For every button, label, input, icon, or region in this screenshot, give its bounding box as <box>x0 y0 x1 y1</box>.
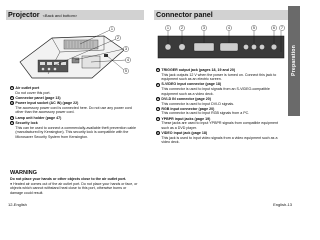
list-item <box>156 107 286 116</box>
projector-back-drawing <box>8 22 140 84</box>
item-number: 2 <box>157 81 159 86</box>
item-number: 2 <box>11 95 13 100</box>
callout-5 <box>123 68 128 73</box>
connector-panel-drawing <box>154 22 288 62</box>
item-number: 4 <box>11 115 13 120</box>
item-number: 3 <box>11 100 13 105</box>
item-description: This can be used to connect a commercially-available theft prevention cable (manufactured by Kensington). This security lock is compatible with the Microsaver Security System from Kensington. <box>15 125 137 139</box>
connector-panel-illustration <box>154 22 288 62</box>
list-item <box>156 97 286 106</box>
list-item <box>10 96 140 101</box>
svg-text:7: 7 <box>281 26 283 31</box>
warning-line: ● Heated air comes out of the air outlet port. Do not place your hands or face, or objects which cannot withstand heat close to this port, otherwise burns or damage could result. <box>10 181 138 195</box>
svg-text:5: 5 <box>253 26 255 31</box>
item-number: 6 <box>157 130 159 135</box>
left-page <box>0 0 150 212</box>
page-number: English-13 <box>273 202 292 207</box>
section-subtitle: <Back and bottom> <box>42 13 78 18</box>
item-title: RGB input connector (page 20) <box>161 106 215 111</box>
chapter-tab <box>288 6 300 116</box>
projector-parts-list <box>10 86 140 140</box>
list-item <box>10 101 140 115</box>
item-number: 5 <box>11 120 13 125</box>
list-item <box>156 68 286 82</box>
item-title: S-VIDEO input connector (page 18) <box>161 82 222 87</box>
item-title: YPBPR input jacks (page 19) <box>161 116 211 121</box>
callout-1 <box>109 26 114 31</box>
connector-list <box>156 68 286 146</box>
warning-block <box>10 170 138 195</box>
item-number: 4 <box>157 106 159 111</box>
svg-text:1: 1 <box>167 26 169 31</box>
item-title: Power input socket (AC IN) (page 22) <box>15 101 79 106</box>
callout-5 <box>251 25 256 30</box>
item-title: VIDEO input jack (page 18) <box>161 131 208 136</box>
item-description: These jacks are used to input YPBPR signals from compatible equipment such as a DVD player. <box>161 121 278 130</box>
callout-6 <box>271 25 276 30</box>
item-description: The accessory power cord is connected here. Do not use any power cord other than the accessory power cord. <box>15 105 132 115</box>
section-title-text: Projector <box>8 10 40 19</box>
callout-3 <box>123 46 128 51</box>
svg-text:1: 1 <box>111 27 113 32</box>
callout-4 <box>125 57 130 62</box>
item-title: Connector panel (page 13) <box>15 95 61 100</box>
list-item <box>10 86 140 95</box>
section-header-projector <box>6 10 144 20</box>
svg-text:4: 4 <box>127 58 129 63</box>
list-item <box>10 116 140 121</box>
list-item <box>156 82 286 96</box>
item-heading <box>10 96 140 101</box>
item-description: This connector is used to input RGB signals from a PC. <box>161 111 250 116</box>
callout-2 <box>115 35 120 40</box>
item-description: This connector is used to input signals from an S-VIDEO-compatible equipment such as a video deck. <box>161 87 270 96</box>
callout-2 <box>179 25 184 30</box>
list-item <box>156 117 286 131</box>
item-description: This connector is used to input DVI-D signals. <box>161 101 235 106</box>
item-title: Lamp unit holder (page 47) <box>15 115 62 120</box>
svg-text:4: 4 <box>228 26 230 31</box>
svg-text:2: 2 <box>117 36 119 41</box>
callout-4 <box>226 25 231 30</box>
callout-7 <box>279 25 284 30</box>
svg-text:5: 5 <box>125 69 127 74</box>
list-item <box>156 131 286 145</box>
item-title: Air outlet port <box>15 86 40 90</box>
svg-text:6: 6 <box>273 26 275 31</box>
page-number: 12-English <box>8 202 27 207</box>
section-title: Connector panel <box>156 10 213 19</box>
item-heading <box>10 116 140 121</box>
right-page <box>150 0 300 212</box>
warning-line: Do not place your hands or other objects close to the air outlet port. <box>10 177 127 181</box>
item-number: 1 <box>11 85 13 90</box>
item-title: TRIGGER output jack (pages 18, 19 and 20) <box>161 68 236 72</box>
item-description: This jack outputs 12 V when the power is turned on. Connect this jack to equipment such as an electric screen. <box>161 72 277 82</box>
section-title <box>8 10 77 21</box>
item-number: 1 <box>157 67 159 72</box>
warning-title: WARNING <box>10 170 38 176</box>
projector-back-illustration <box>8 22 140 84</box>
svg-text:3: 3 <box>125 47 127 52</box>
item-number: 3 <box>157 96 159 101</box>
item-title: Security lock <box>15 120 38 125</box>
list-item <box>10 121 140 139</box>
item-title: DVI-D IN connector (page 20) <box>161 96 211 101</box>
item-number: 5 <box>157 116 159 121</box>
item-description: Do not cover this port. <box>15 90 51 95</box>
callout-1 <box>165 25 170 30</box>
svg-text:3: 3 <box>203 26 205 31</box>
item-description: This jack is used to input video signals from a video equipment such as a video deck. <box>161 135 278 145</box>
callout-3 <box>201 25 206 30</box>
svg-text:2: 2 <box>181 26 183 31</box>
section-header-connector-panel <box>154 10 288 20</box>
chapter-tab-label: Preparation <box>291 44 297 76</box>
